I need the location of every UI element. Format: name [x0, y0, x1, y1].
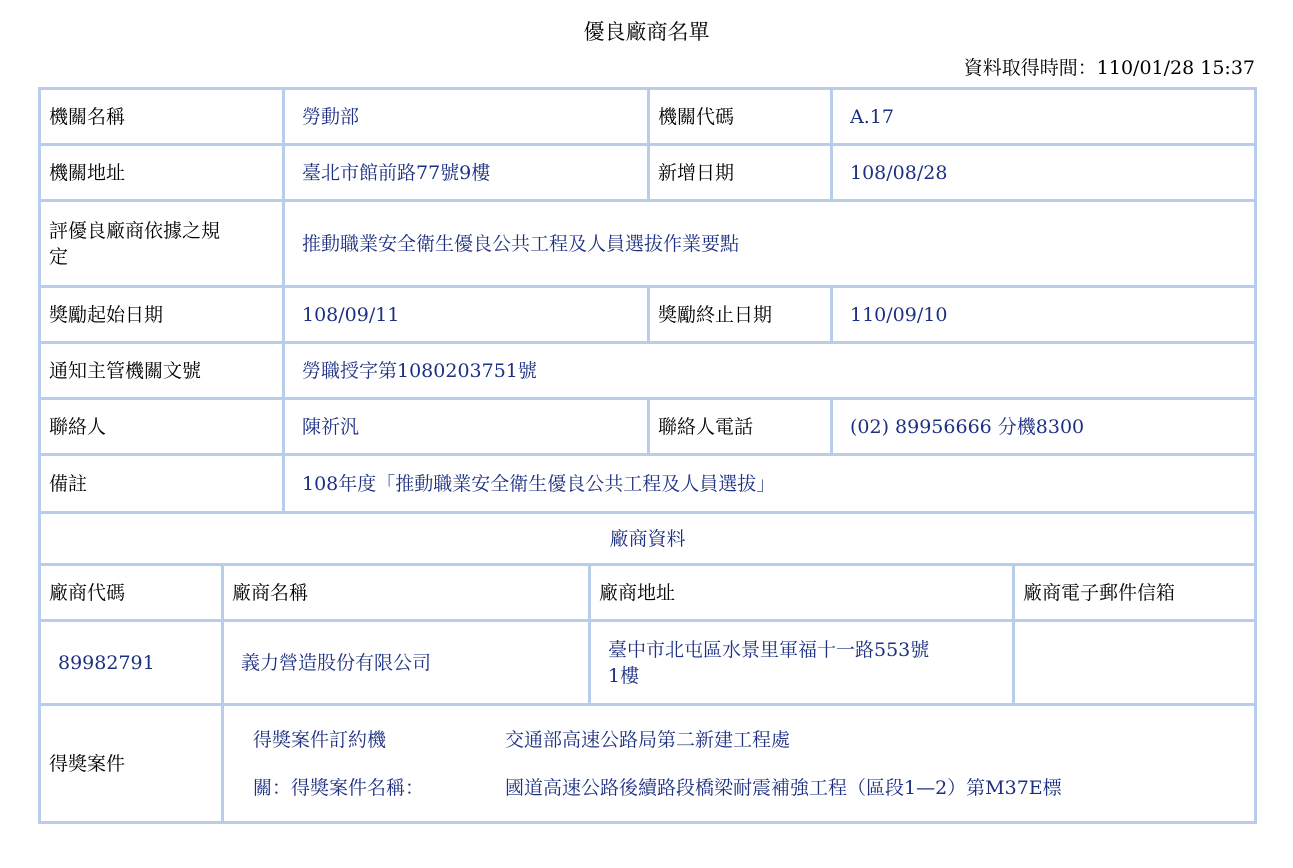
regulation-label-line1: 評優良廠商依據之規 [49, 219, 221, 242]
agency-address-label: 機關地址 [41, 146, 285, 202]
vendor-address-header: 廠商地址 [591, 566, 1015, 622]
vendor-address-line1: 臺中市北屯區水景里軍福十一路553號 [608, 638, 930, 661]
reward-end-value: 110/09/10 [833, 288, 1257, 344]
remark-row [41, 456, 1257, 514]
award-details [224, 706, 1257, 824]
vendor-address-line2: 1樓 [608, 664, 640, 687]
regulation-value: 推動職業安全衛生優良公共工程及人員選拔作業要點 [285, 202, 1257, 288]
contact-value: 陳祈汎 [285, 400, 650, 456]
vendor-header-row [41, 566, 1257, 622]
reward-start-value: 108/09/11 [285, 288, 650, 344]
contact-label: 聯絡人 [41, 400, 285, 456]
agency-address-value: 臺北市館前路77號9樓 [285, 146, 650, 202]
vendor-data-row [41, 622, 1257, 706]
agency-info-table [38, 87, 1257, 514]
page-title: 優良廠商名單 [583, 20, 710, 44]
regulation-row [41, 202, 1257, 288]
vendor-section-heading: 廠商資料 [41, 514, 1257, 566]
notice-label: 通知主管機關文號 [41, 344, 285, 400]
award-table [38, 706, 1257, 824]
remark-value: 108年度「推動職業安全衛生優良公共工程及人員選拔」 [285, 456, 1257, 514]
notice-value: 勞職授字第1080203751號 [285, 344, 1257, 400]
award-label: 得獎案件 [41, 706, 224, 824]
vendor-code-value: 89982791 [41, 622, 224, 706]
reward-start-label: 獎勵起始日期 [41, 288, 285, 344]
agency-name-value: 勞動部 [285, 90, 650, 146]
vendor-table [38, 514, 1257, 706]
phone-value: (02) 89956666 分機8300 [833, 400, 1257, 456]
agency-code-value: A.17 [833, 90, 1257, 146]
added-date-value: 108/08/28 [833, 146, 1257, 202]
agency-name-label: 機關名稱 [41, 90, 285, 146]
vendor-name-value: 義力營造股份有限公司 [224, 622, 591, 706]
agency-address-row [41, 146, 1257, 202]
award-details-grid [224, 727, 1254, 801]
reward-end-label: 獎勵終止日期 [650, 288, 833, 344]
award-row [41, 706, 1257, 824]
remark-label: 備註 [41, 456, 285, 514]
agency-code-label: 機關代碼 [650, 90, 833, 146]
vendor-email-header: 廠商電子郵件信箱 [1015, 566, 1257, 622]
vendor-record-sheet [38, 87, 1257, 824]
vendor-address-value [591, 622, 1015, 706]
contract-agency-label: 得獎案件訂約機 [253, 728, 387, 751]
regulation-label-line2: 定 [49, 245, 69, 268]
case-name-label: 關：得獎案件名稱： [253, 776, 425, 799]
vendor-code-header: 廠商代碼 [41, 566, 224, 622]
added-date-label: 新增日期 [650, 146, 833, 202]
fetch-time: 資料取得時間：110/01/28 15:37 [963, 57, 1255, 79]
reward-period-row [41, 288, 1257, 344]
vendor-email-value [1015, 622, 1257, 706]
phone-label: 聯絡人電話 [650, 400, 833, 456]
vendor-name-header: 廠商名稱 [224, 566, 591, 622]
case-name-value: 國道高速公路後續路段橋梁耐震補強工程（區段1—2）第M37E標 [505, 776, 1062, 799]
vendor-heading-row [41, 514, 1257, 566]
contact-row [41, 400, 1257, 456]
contract-agency-value: 交通部高速公路局第二新建工程處 [505, 728, 791, 751]
regulation-label [41, 202, 285, 288]
notice-row [41, 344, 1257, 400]
agency-name-row [41, 90, 1257, 146]
